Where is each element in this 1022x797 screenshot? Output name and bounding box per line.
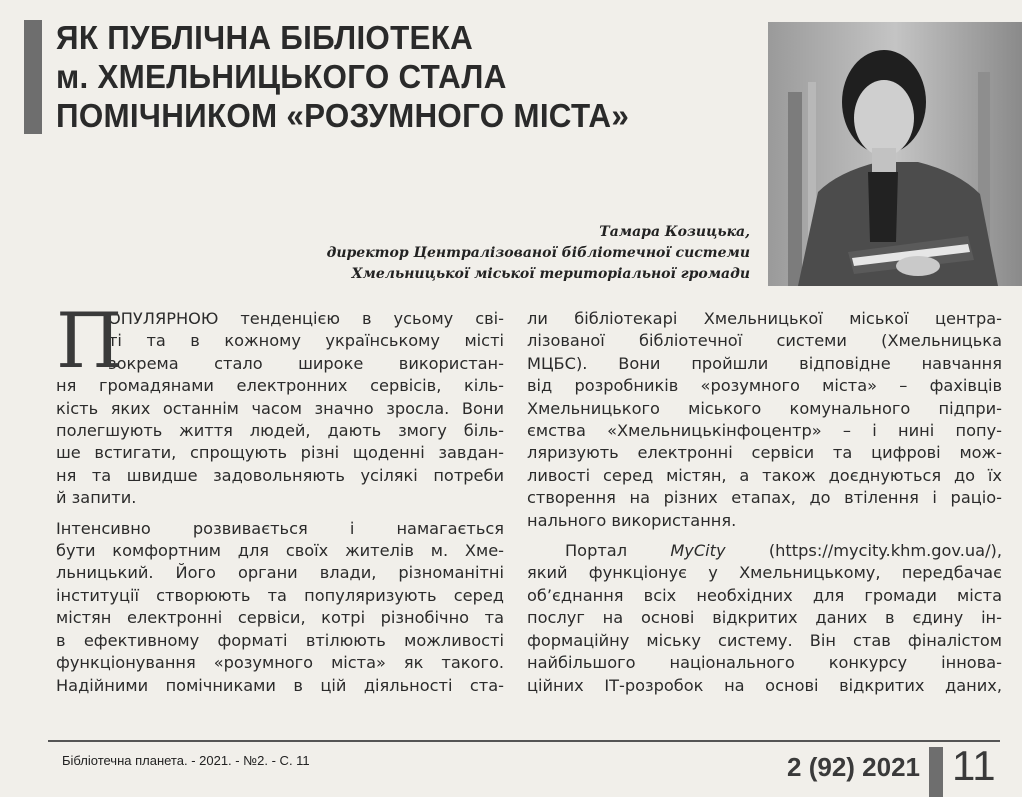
text-line: ційних ІТ-розробок на основі відкритих даних, [527, 675, 1002, 695]
footer-citation: Бібліотечна планета. - 2021. - №2. - С. 11 [62, 753, 310, 768]
text-line: ляризують електронні сервіси та цифрові мож- [527, 443, 1002, 463]
text-line: функціонування «розумного міста» як такого. [56, 653, 504, 673]
author-byline [290, 222, 750, 285]
article-title [56, 18, 683, 135]
title-line: ПОМІЧНИКОМ «РОЗУМНОГО МІСТА» [56, 97, 630, 134]
title-line: м. ХМЕЛЬНИЦЬКОГО СТАЛА [56, 58, 507, 95]
text-line: зокрема стало широке використан- [108, 353, 504, 373]
author-position-line: Хмельницької міської територіальної громади [351, 266, 750, 282]
text-line [527, 540, 1002, 562]
mycity-url: (https://mycity.khm.gov.ua/), [725, 541, 1002, 561]
right-column [527, 308, 1002, 697]
text-line: послуг на основі відкритих даних в єдину ін- [527, 608, 1002, 628]
text-line: від розробників «розумного міста» – фахівців [527, 376, 1002, 396]
page-accent-bar [929, 747, 943, 797]
author-name: Тамара Козицька, [599, 224, 750, 240]
text-line: ємства «Хмельницькінфоцентр» – і нині попу- [527, 421, 1002, 441]
text-line: бути комфортним для своїх жителів м. Хме- [56, 541, 504, 561]
author-photo [768, 22, 1022, 286]
text-line: ня громадянами електронних сервісів, кіль- [56, 376, 504, 396]
text-line: містян електронні сервіси, котрі різнобічно та [56, 608, 504, 628]
text-line: льницький. Його органи влади, різноманітні [56, 563, 504, 583]
text-line: ОПУЛЯРНОЮ тенденцією в усьому сві- [108, 309, 504, 328]
text-line: кість яких останнім часом значно зросла. Вони [56, 398, 504, 418]
text-line: й запити. [56, 488, 137, 508]
mycity-name: MyCity [670, 541, 726, 561]
text-line: найбільшого національного конкурсу іннова- [527, 653, 1002, 673]
text-line: Інтенсивно розвивається і намагається [56, 518, 504, 538]
left-column [56, 296, 504, 697]
text-line: який функціонує у Хмельницькому, передбачає [527, 563, 1002, 583]
text-line: ті та в кожному українському місті [108, 331, 504, 351]
drop-cap: П [56, 296, 123, 385]
title-line: ЯК ПУБЛІЧНА БІБЛІОТЕКА [56, 19, 474, 56]
author-position-line: директор Централізованої бібліотечної системи [326, 245, 750, 261]
text-line: нального використання. [527, 510, 737, 530]
text-line: формаційну міську систему. Він став фіналістом [527, 630, 1002, 650]
text-line: МЦБС). Вони пройшли відповідне навчання [527, 353, 1002, 373]
text-line: об’єднання всіх необхідних для громади міста [527, 585, 1002, 605]
text-line: ливості серед містян, а також доєднуються до їх [527, 465, 1002, 485]
text-line: Надійними помічниками в цій діяльності ста- [56, 675, 504, 695]
text-line: лізованої бібліотечної системи (Хмельницька [527, 331, 1002, 351]
page-number: 11 [952, 742, 996, 789]
title-accent-bar [24, 20, 42, 134]
text-line: в ефективному форматі втілюють можливості [56, 630, 504, 650]
text-line: ня та швидше задовольняють усілякі потреби [56, 465, 504, 485]
footer-rule [48, 740, 1000, 742]
text-line: ше встигати, спрощують різні щоденні завдан- [56, 443, 504, 463]
text-line: створення на різних етапах, до втілення і раціо- [527, 488, 1002, 508]
text-line: ли бібліотекарі Хмельницької міської центра- [527, 309, 1002, 328]
issue-number: 2 (92) 2021 [787, 752, 920, 782]
text-line: полегшують життя людей, дають змогу біль- [56, 421, 504, 441]
text-fragment: Портал [565, 541, 671, 561]
text-line: Хмельницького міського комунального підпри- [527, 398, 1002, 418]
text-line: інституції створюють та популяризують серед [56, 585, 504, 605]
